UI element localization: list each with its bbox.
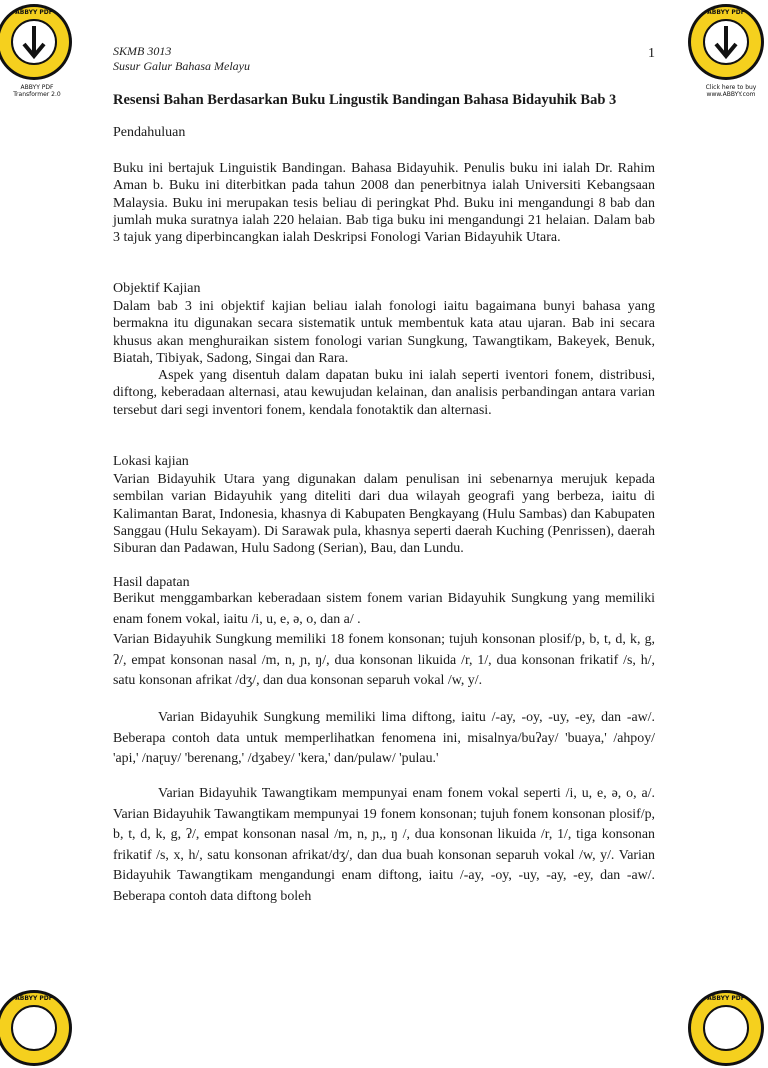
abbyy-watermark-badge-top-right[interactable]: [686, 2, 766, 82]
location-paragraph: Varian Bidayuhik Utara yang digunakan dalam penulisan ini sebenarnya merujuk kepada sembilan varian Bidayuhik yang diteliti dari dua wilayah geografi yang berbeza, iaitu di Kalimantan Barat, Indonesia, khasnya di Kabupaten Bengkayang (Hulu Sambas) dan Kabupaten Sanggau (Hulu Sekayam). Di Sarawak pula, khasnya seperti daerah Kuching (Penrissen), daerah Siburan dan Padawan, Hulu Sadong (Serian), Bau, dan Lundu.: [113, 472, 655, 557]
abbyy-watermark-badge-bottom-left[interactable]: [0, 988, 74, 1068]
results-paragraph-1: Berikut menggambarkan keberadaan sistem fonem varian Bidayuhik Sungkung yang memiliki enam fonem vokal, iaitu /i, u, e, ə, o, dan a/ .: [113, 591, 655, 627]
abbyy-watermark-badge-top-left[interactable]: [0, 2, 74, 82]
watermark-line1: ABBYY PDF Transformer 2.0: [13, 84, 61, 98]
results-heading: Hasil dapatan: [113, 575, 190, 590]
objective-paragraph-2: Aspek yang disentuh dalam dapatan buku ini ialah seperti iventori fonem, distribusi, diftong, keberadaan alternasi, atau kewujudan kelainan, dan analisis perbandingan antara varian tersebut dari segi inventori fonem, kendala fonotaktik dan alternasi.: [113, 368, 655, 418]
watermark-label[interactable]: [2, 84, 72, 98]
intro-heading: Pendahuluan: [113, 125, 186, 140]
page-number: 1: [648, 46, 655, 61]
watermark-line3: www.ABBYY.com: [706, 91, 756, 98]
svg-text:ABBYY PDF: ABBYY PDF: [707, 995, 745, 1002]
svg-text:ABBYY PDF: ABBYY PDF: [15, 995, 53, 1002]
results-paragraph-4: Varian Bidayuhik Tawangtikam mempunyai enam fonem vokal seperti /i, u, e, ə, o, a/. Varian Bidayuhik Tawangtikam mempunyai 19 fonem konsonan; tujuh fonem konsonan plosif/p, b, t, d, k, g, ʔ/, empat konsonan nasal /m, n, ɲ,, ŋ /, dua konsonan likuida /r, 1/, tiga konsonan frikatif /s, x, h/, satu konsonan afrikat/dʒ/, dan dua buah konsonan separuh vokal /w, y/. Varian Bidayuhik Tawangtikam mengandungi enam diftong, iaitu /-ay, -oy, -uy, -ay, -ey, dan -aw/. Beberapa contoh data diftong boleh: [113, 786, 655, 904]
objective-heading: Objektif Kajian: [113, 281, 201, 296]
page-title: Resensi Bahan Berdasarkan Buku Lingustik Bandingan Bahasa Bidayuhik Bab 3: [113, 92, 617, 108]
abbyy-watermark-badge-bottom-right[interactable]: [686, 988, 766, 1068]
objective-paragraph: Dalam bab 3 ini objektif kajian beliau ialah fonologi iaitu bagaimana bunyi bahasa yang bermakna itu digunakan secara sistematik untuk membentuk kata atau ujaran. Bab ini secara khusus akan menghuraikan sistem fonologi varian Sungkung, Tawangtikam, Bakeyek, Benuk, Biatah, Tibiyak, Sadong, Singai dan Rara.: [113, 299, 655, 366]
results-paragraph-2: Varian Bidayuhik Sungkung memiliki 18 fonem konsonan; tujuh konsonan plosif/p, b, t, d, k, g, ʔ/, empat konsonan nasal /m, n, ɲ, ŋ/, dua konsonan likuida /r, 1/, dua konsonan frikatif /s, h/, satu konsonan afrikat /dʒ/, dan dua konsonan separuh vokal /w, y/.: [113, 632, 655, 688]
svg-text:ABBYY PDF: ABBYY PDF: [15, 9, 53, 16]
watermark-line2: Click here to buy: [705, 84, 757, 91]
intro-paragraph: Buku ini bertajuk Linguistik Bandingan. Bahasa Bidayuhik. Penulis buku ini ialah Dr. Rahim Aman b. Buku ini diterbitkan pada tahun 2008 dan penerbitnya ialah Universiti Kebangsaan Malaysia. Buku ini merupakan tesis beliau di peringkat Phd. Buku ini mengandungi 8 bab dan jumlah muka suratnya ialah 220 helaian. Bab tiga buku ini mengandungi 21 helaian. Dalam bab 3 tajuk yang diperbincangkan ialah Deskripsi Fonologi Varian Bidayuhik Utara.: [113, 161, 655, 246]
course-code: SKMB 3013: [113, 44, 172, 58]
results-paragraph-3: Varian Bidayuhik Sungkung memiliki lima diftong, iaitu /-ay, -oy, -uy, -ey, dan -aw/. Beberapa contoh data untuk memperlihatkan fenomena ini, misalnya/buʔay/ 'buaya,' /ahpoy/ 'api,' /naɽuy/ 'berenang,' /dʒabey/ 'kera,' dan/pulaw/ 'pulau.': [113, 710, 655, 766]
page-header: [113, 44, 250, 74]
course-subject: Susur Galur Bahasa Melayu: [113, 59, 250, 73]
watermark-label-right[interactable]: [696, 84, 766, 98]
svg-text:ABBYY PDF: ABBYY PDF: [707, 9, 745, 16]
location-heading: Lokasi kajian: [113, 454, 189, 469]
